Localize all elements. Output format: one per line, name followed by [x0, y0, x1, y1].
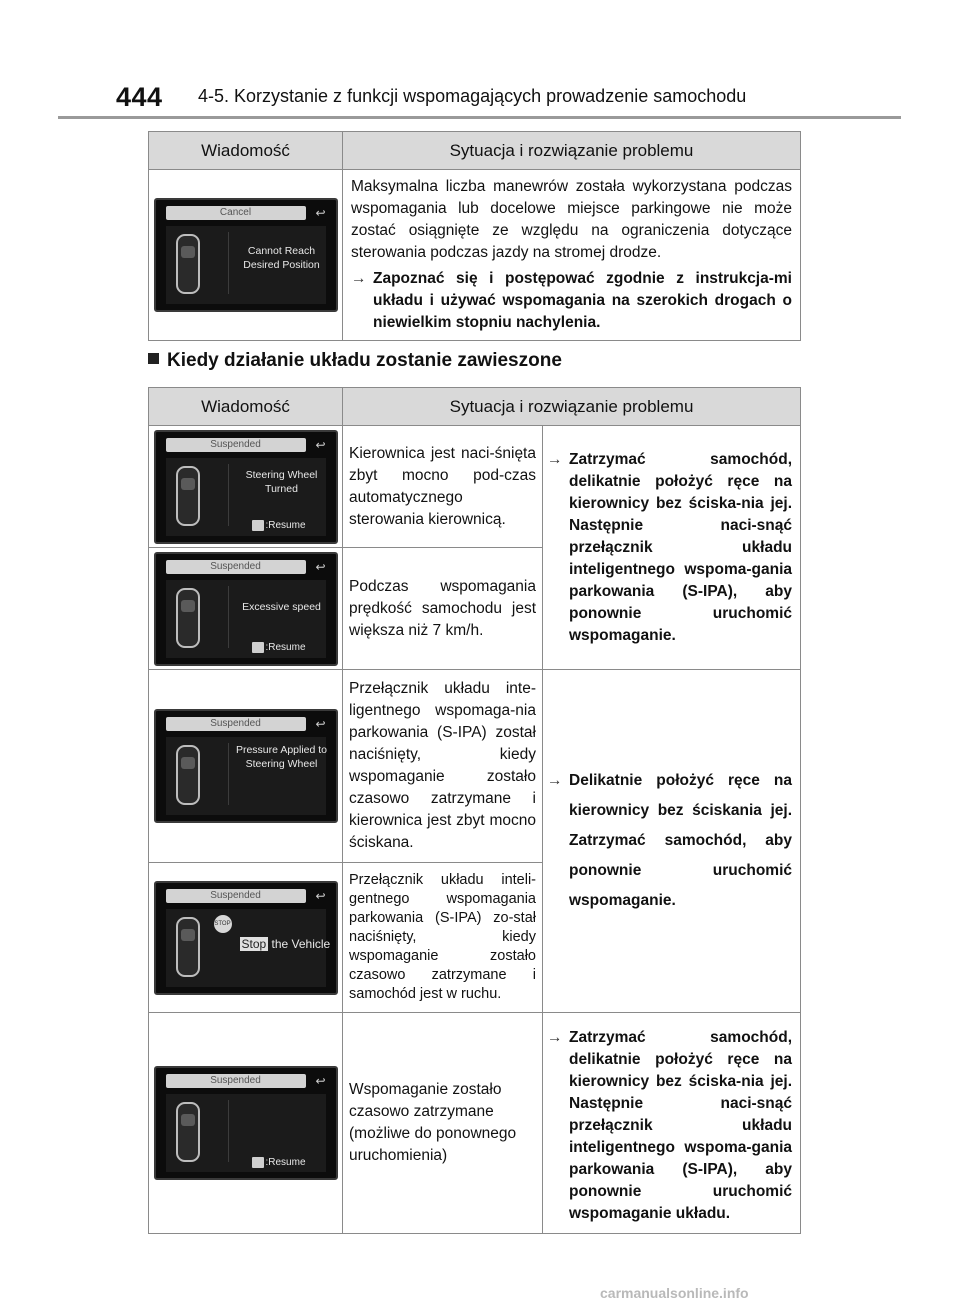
back-arrow-icon: ↩: [315, 206, 326, 220]
solution-cell: [543, 1013, 801, 1234]
arrow-right-icon: →: [547, 1029, 563, 1046]
square-bullet-icon: [148, 353, 159, 364]
display-screenshot: [154, 1066, 338, 1180]
watermark: carmanualsonline.info: [600, 1285, 749, 1301]
display-screenshot: [154, 552, 338, 666]
screen-message: Excessive speed: [242, 600, 321, 613]
switch-icon: [252, 642, 264, 653]
situation-cell: Przełącznik układu inteli-gentnego wspomagania parkowania (S-IPA) zo-stał naciśnięty, kiedy wspomaganie zostało czasowo zatrzymane i samochód jest w ruchu.: [343, 863, 543, 1013]
screen-resume: :Resume: [252, 520, 306, 531]
car-icon: [176, 745, 200, 805]
message-screen-cell: [149, 170, 343, 341]
screen-message: Steering Wheel Turned: [245, 468, 318, 495]
solution-text: Zapoznać się i postępować zgodnie z instrukcja-mi układu i używać wspomagania na szerokich drogach o niewielkim stopniu nachylenia.: [373, 270, 792, 331]
screen-suspended-bar: Suspended: [166, 1074, 306, 1088]
car-icon: [176, 1102, 200, 1162]
screen-message: Cannot Reach Desired Position: [243, 245, 320, 271]
screen-cancel-bar: Cancel: [166, 206, 306, 220]
display-screenshot: [154, 198, 338, 312]
header-message: Wiadomość: [149, 132, 343, 170]
solution-text: Zatrzymać samochód, delikatnie położyć ręce na kierownicy bez ściska-nia jej. Następnie naci-snąć przełącznik układu inteligentnego wspoma-gania parkowania (S-IPA), aby ponownie uruchomić wspomaganie.: [569, 450, 793, 644]
car-icon: [176, 466, 200, 526]
situation-cell: Przełącznik układu inte-ligentnego wspomaga-nia parkowania (S-IPA) został naciśnięty, kiedy wspomaganie zostało czasowo zatrzymane i kierownica jest zbyt mocno ściskana.: [343, 670, 543, 863]
section-heading: Kiedy działanie układu zostanie zawieszone: [148, 350, 562, 372]
car-icon: [176, 917, 200, 977]
header-situation: Sytuacja i rozwiązanie problemu: [343, 132, 801, 170]
message-screen-cell: [149, 1013, 343, 1234]
stop-sign-icon: STOP: [214, 915, 232, 933]
screen-message: Stop the Vehicle: [241, 936, 331, 951]
display-screenshot: [154, 881, 338, 995]
switch-icon: [252, 1157, 264, 1168]
screen-suspended-bar: Suspended: [166, 717, 306, 731]
arrow-right-icon: →: [547, 772, 563, 789]
display-screenshot: [154, 430, 338, 544]
situation-cell: Podczas wspomagania prędkość samochodu jest większa niż 7 km/h.: [343, 548, 543, 670]
screen-resume: :Resume: [252, 1157, 306, 1168]
solution-cell: [543, 426, 801, 670]
back-arrow-icon: ↩: [315, 559, 326, 574]
situation-cell: [343, 170, 801, 341]
table-cannot-reach: [148, 131, 801, 341]
back-arrow-icon: ↩: [315, 437, 326, 452]
screen-suspended-bar: Suspended: [166, 438, 306, 452]
arrow-right-icon: →: [351, 270, 367, 287]
table-suspended: [148, 387, 801, 1234]
message-screen-cell: [149, 548, 343, 670]
solution-text: Delikatnie położyć ręce na kierownicy bez ściskania jej. Zatrzymać samochód, aby ponownie uruchomić wspomaganie.: [569, 772, 793, 909]
switch-icon: [252, 520, 264, 531]
message-screen-cell: [149, 670, 343, 863]
header-message: Wiadomość: [149, 388, 343, 426]
message-screen-cell: [149, 863, 343, 1013]
arrow-right-icon: →: [547, 450, 563, 468]
solution-text: Zatrzymać samochód, delikatnie położyć ręce na kierownicy bez ściska-nia jej. Następnie naci-snąć przełącznik układu inteligentnego wspoma-gania parkowania (S-IPA), aby ponownie uruchomić wspomaganie układu.: [569, 1029, 793, 1222]
situation-cell: Wspomaganie zostało czasowo zatrzymane (możliwe do ponownego uruchomienia): [343, 1013, 543, 1234]
back-arrow-icon: ↩: [315, 717, 326, 731]
display-screenshot: [154, 709, 338, 823]
car-icon: [176, 588, 200, 648]
back-arrow-icon: ↩: [315, 888, 326, 903]
screen-resume: :Resume: [252, 642, 306, 653]
situation-text: Maksymalna liczba manewrów została wykorzystana podczas wspomagania lub docelowe miejsce parkingowe nie może zostać osiągnięte ze względu na ograniczenia dotyczące sterowania podczas jazdy na stromej drodze.: [351, 178, 792, 261]
screen-suspended-bar: Suspended: [166, 560, 306, 574]
screen-message: Pressure Applied to Steering Wheel: [235, 744, 328, 770]
car-icon: [176, 234, 200, 294]
page-number: 444: [116, 82, 163, 112]
page-header: [0, 0, 960, 120]
chapter-title: 4-5. Korzystanie z funkcji wspomagających prowadzenie samochodu: [198, 86, 747, 106]
screen-suspended-bar: Suspended: [166, 889, 306, 903]
back-arrow-icon: ↩: [315, 1074, 326, 1088]
message-screen-cell: [149, 426, 343, 548]
situation-cell: Kierownica jest naci-śnięta zbyt mocno pod-czas automatycznego sterowania kierownicą.: [343, 426, 543, 548]
solution-cell: [543, 670, 801, 1013]
header-rule: [58, 116, 901, 119]
header-situation: Sytuacja i rozwiązanie problemu: [343, 388, 801, 426]
